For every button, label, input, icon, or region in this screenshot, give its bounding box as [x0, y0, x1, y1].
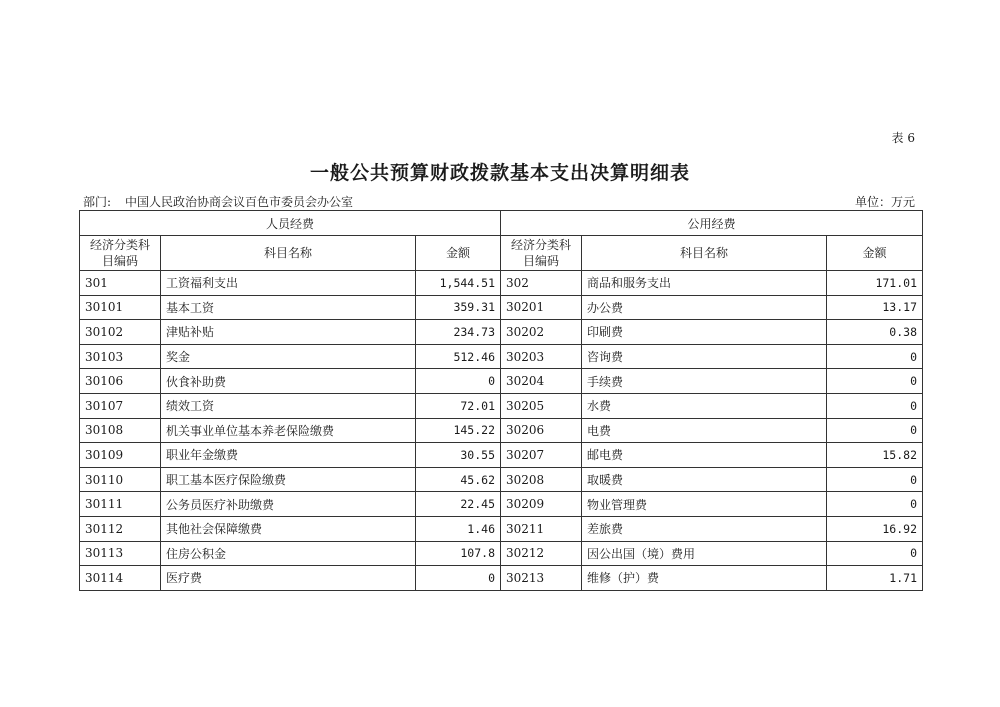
header-code: 经济分类科目编码 [501, 236, 582, 271]
cell-name: 职工基本医疗保险缴费 [161, 467, 416, 492]
cell-amount: 0 [416, 566, 501, 591]
cell-amount: 1,544.51 [416, 271, 501, 296]
cell-code: 30114 [80, 566, 161, 591]
cell-amount: 15.82 [827, 443, 923, 468]
table-row [80, 295, 923, 320]
department-label: 部门: [83, 195, 112, 209]
table-row [80, 418, 923, 443]
header-code: 经济分类科目编码 [80, 236, 161, 271]
table-number: 表 6 [891, 131, 915, 145]
cell-amount: 359.31 [416, 295, 501, 320]
cell-name: 咨询费 [582, 344, 827, 369]
cell-amount: 0 [827, 393, 923, 418]
cell-name: 职业年金缴费 [161, 443, 416, 468]
cell-code: 301 [80, 271, 161, 296]
cell-name: 其他社会保障缴费 [161, 516, 416, 541]
cell-amount: 1.71 [827, 566, 923, 591]
cell-name: 机关事业单位基本养老保险缴费 [161, 418, 416, 443]
table-row [80, 467, 923, 492]
cell-name: 住房公积金 [161, 541, 416, 566]
cell-code: 30108 [80, 418, 161, 443]
cell-code: 30203 [501, 344, 582, 369]
cell-name: 手续费 [582, 369, 827, 394]
cell-code: 30102 [80, 320, 161, 345]
cell-name: 印刷费 [582, 320, 827, 345]
cell-amount: 0 [827, 492, 923, 517]
cell-code: 30113 [80, 541, 161, 566]
cell-code: 30101 [80, 295, 161, 320]
cell-amount: 16.92 [827, 516, 923, 541]
cell-name: 商品和服务支出 [582, 271, 827, 296]
cell-name: 物业管理费 [582, 492, 827, 517]
cell-code: 30106 [80, 369, 161, 394]
cell-name: 奖金 [161, 344, 416, 369]
header-name: 科目名称 [161, 236, 416, 271]
cell-amount: 234.73 [416, 320, 501, 345]
cell-amount: 107.8 [416, 541, 501, 566]
header-name: 科目名称 [582, 236, 827, 271]
cell-code: 30202 [501, 320, 582, 345]
cell-code: 30208 [501, 467, 582, 492]
cell-name: 水费 [582, 393, 827, 418]
cell-code: 30107 [80, 393, 161, 418]
page-title: 一般公共预算财政拨款基本支出决算明细表 [309, 162, 690, 184]
cell-amount: 0.38 [827, 320, 923, 345]
cell-code: 30204 [501, 369, 582, 394]
section-public: 公用经费 [501, 211, 923, 236]
table-row [80, 369, 923, 394]
cell-amount: 145.22 [416, 418, 501, 443]
header-amount: 金额 [416, 236, 501, 271]
cell-name: 伙食补助费 [161, 369, 416, 394]
cell-amount: 45.62 [416, 467, 501, 492]
cell-name: 取暖费 [582, 467, 827, 492]
cell-name: 维修（护）费 [582, 566, 827, 591]
cell-amount: 0 [827, 344, 923, 369]
cell-code: 30211 [501, 516, 582, 541]
table-row [80, 541, 923, 566]
cell-code: 30111 [80, 492, 161, 517]
cell-name: 电费 [582, 418, 827, 443]
table-row [80, 320, 923, 345]
cell-name: 差旅费 [582, 516, 827, 541]
cell-name: 绩效工资 [161, 393, 416, 418]
cell-code: 30110 [80, 467, 161, 492]
cell-name: 工资福利支出 [161, 271, 416, 296]
cell-code: 30207 [501, 443, 582, 468]
table-row [80, 344, 923, 369]
cell-code: 30206 [501, 418, 582, 443]
table-row [80, 443, 923, 468]
cell-code: 30205 [501, 393, 582, 418]
cell-code: 30212 [501, 541, 582, 566]
cell-code: 302 [501, 271, 582, 296]
cell-amount: 13.17 [827, 295, 923, 320]
cell-code: 30112 [80, 516, 161, 541]
table-row [80, 393, 923, 418]
cell-name: 办公费 [582, 295, 827, 320]
cell-name: 基本工资 [161, 295, 416, 320]
table-row [80, 271, 923, 296]
cell-amount: 72.01 [416, 393, 501, 418]
department-name: 中国人民政治协商会议百色市委员会办公室 [125, 195, 354, 209]
cell-amount: 22.45 [416, 492, 501, 517]
cell-name: 公务员医疗补助缴费 [161, 492, 416, 517]
cell-amount: 171.01 [827, 271, 923, 296]
table-row [80, 566, 923, 591]
unit-label: 单位：万元 [854, 195, 915, 209]
cell-name: 医疗费 [161, 566, 416, 591]
section-personnel: 人员经费 [80, 211, 501, 236]
cell-name: 邮电费 [582, 443, 827, 468]
cell-code: 30209 [501, 492, 582, 517]
cell-amount: 0 [416, 369, 501, 394]
expenditure-table [79, 210, 923, 591]
cell-amount: 0 [827, 418, 923, 443]
header-amount: 金额 [827, 236, 923, 271]
table-row [80, 492, 923, 517]
cell-code: 30109 [80, 443, 161, 468]
department-line [83, 193, 353, 210]
cell-amount: 30.55 [416, 443, 501, 468]
cell-amount: 1.46 [416, 516, 501, 541]
cell-amount: 512.46 [416, 344, 501, 369]
cell-amount: 0 [827, 369, 923, 394]
cell-code: 30201 [501, 295, 582, 320]
table-row [80, 516, 923, 541]
cell-amount: 0 [827, 467, 923, 492]
cell-amount: 0 [827, 541, 923, 566]
cell-code: 30103 [80, 344, 161, 369]
cell-code: 30213 [501, 566, 582, 591]
cell-name: 津贴补贴 [161, 320, 416, 345]
cell-name: 因公出国（境）费用 [582, 541, 827, 566]
